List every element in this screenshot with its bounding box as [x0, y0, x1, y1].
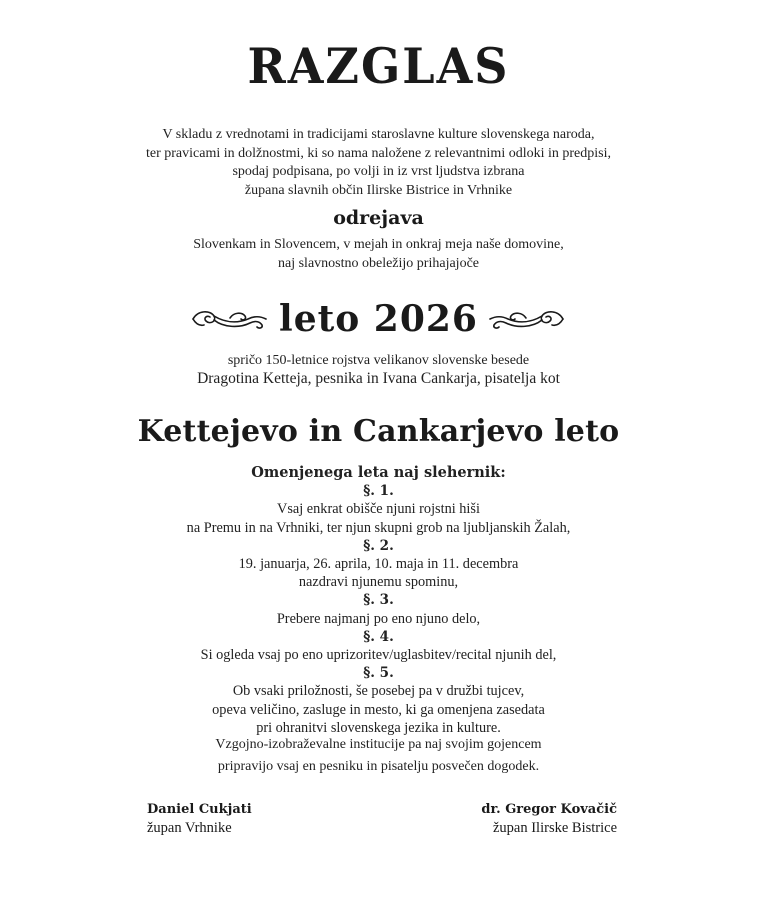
- address-line: naj slavnostno obeležijo prihajajoče: [278, 255, 479, 271]
- signature-left: [147, 800, 252, 838]
- reason-line: spričo 150-letnice rojstva velikanov slovenske besede: [227, 353, 530, 368]
- section-line: Si ogleda vsaj po eno uprizoritev/uglasbitev/recital njunih del,: [200, 647, 557, 664]
- signatory-name: dr. Gregor Kovačič: [481, 802, 617, 817]
- reason-paragraph: [0, 352, 757, 388]
- closing-paragraph: [0, 734, 757, 778]
- signatory-role: župan Vrhnike: [147, 820, 232, 836]
- ornamental-scroll-icon: [488, 306, 566, 332]
- signature-right: [481, 800, 617, 838]
- rules-list: [0, 464, 757, 737]
- year-heading: leto 2026: [279, 298, 478, 340]
- address-line: Slovenkam in Slovencem, v mejah in onkraj meja naše domovine,: [193, 237, 564, 252]
- intro-line: V skladu z vrednotami in tradicijami staroslavne kulture slovenskega naroda,: [162, 127, 595, 142]
- section-mark: §. 5.: [363, 665, 394, 682]
- section-line: nazdravi njunemu spominu,: [298, 574, 459, 591]
- section-mark: §. 4.: [363, 628, 394, 645]
- section-line: Vsaj enkrat obišče njuni rojstni hiši: [277, 501, 480, 518]
- address-paragraph: [0, 236, 757, 273]
- section-line: Prebere najmanj po eno njuno delo,: [276, 610, 481, 627]
- document-title: RAZGLAS: [247, 37, 510, 95]
- signatory-role: župan Ilirske Bistrice: [492, 820, 617, 836]
- section-line: Ob vsaki priložnosti, še posebej pa v družbi tujcev,: [232, 683, 525, 700]
- section-mark: §. 3.: [363, 592, 394, 609]
- rules-heading: Omenjenega leta naj slehernik:: [251, 464, 506, 481]
- intro-line: ter pravicami in dolžnostmi, ki so nama naložene z relevantnimi odloki in predpisi,: [146, 145, 611, 161]
- celebration-headline: Kettejevo in Cankarjevo leto: [137, 414, 620, 449]
- closing-line: Vzgojno-izobraževalne institucije pa naj svojim gojencem: [215, 737, 542, 752]
- signatory-name: Daniel Cukjati: [147, 802, 252, 817]
- section-mark: §. 1.: [363, 483, 394, 500]
- year-heading-row: [0, 296, 757, 342]
- section-mark: §. 2.: [363, 537, 394, 554]
- intro-line: spodaj podpisana, po volji in iz vrst ljudstva izbrana: [232, 164, 525, 179]
- section-line: opeva veličino, zasluge in mesto, ki ga omenjena zasedata: [212, 701, 545, 718]
- section-line: pri ohranitvi slovenskega jezika in kulture.: [256, 719, 501, 736]
- intro-paragraph: [0, 126, 757, 200]
- intro-line: župana slavnih občin Ilirske Bistrice in Vrhnike: [244, 182, 513, 198]
- reason-line: Dragotina Ketteja, pesnika in Ivana Cankarja, pisatelja kot: [197, 370, 560, 387]
- section-line: 19. januarja, 26. aprila, 10. maja in 11. decembra: [238, 556, 519, 573]
- section-line: na Premu in na Vrhniki, ter njun skupni grob na ljubljanskih Žalah,: [186, 519, 571, 536]
- decree-verb: odrejava: [333, 207, 424, 229]
- closing-line: pripravijo vsaj en pesniku in pisatelju posvečen dogodek.: [217, 759, 540, 774]
